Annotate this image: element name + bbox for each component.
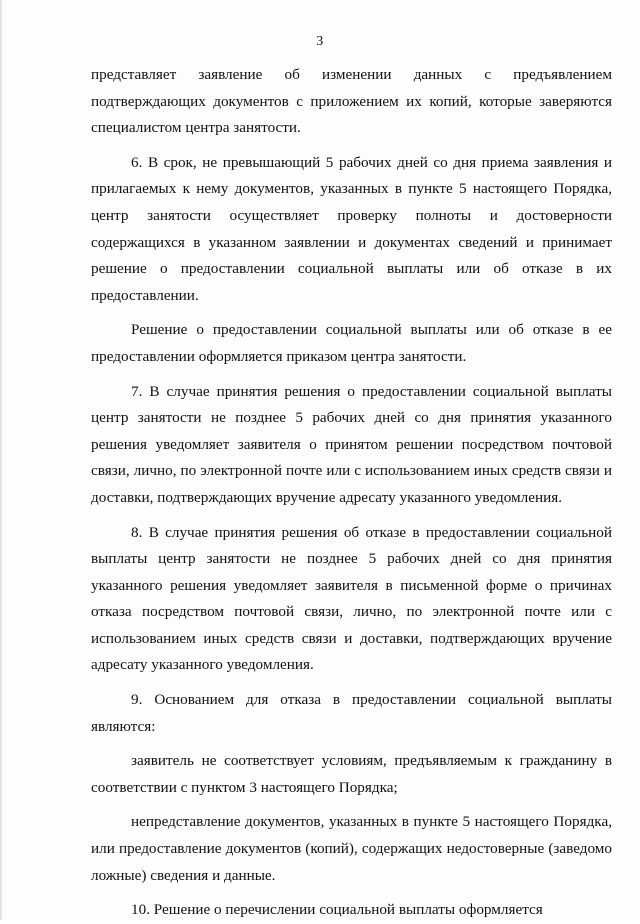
paragraph-continuation: представляет заявление об изменении данных с предъявлением подтверждающих документов с приложением их копий, которые заверяются специалистом центра занятости. — [91, 66, 612, 137]
paragraph-item-7: 7. В случае принятия решения о предоставлении социальной выплаты центр занятости не позднее 5 рабочих дней со дня принятия указанного решения уведомляет заявителя о принятом решении посредством почтовой связи, лично, по электронной почте или с использованием иных средств связи и доставки, подтверждающих вручение адресату указанного уведомления. — [91, 382, 612, 506]
paragraph-item-9: 9. Основанием для отказа в предоставлении социальной выплаты являются: — [91, 691, 612, 735]
paragraph-item-10: 10. Решение о перечислении социальной выплаты оформляется — [131, 901, 543, 919]
scan-edge — [0, 0, 3, 920]
paragraph-decision-form: Решение о предоставлении социальной выплаты или об отказе в ее предоставлении оформляется приказом центра занятости. — [91, 321, 612, 365]
paragraph-item-6: 6. В срок, не превышающий 5 рабочих дней со дня приема заявления и прилагаемых к нему документов, указанных в пункте 5 настоящего Порядка, центр занятости осуществляет проверку полноты и достоверности содержащихся в указанном заявлении и документах сведений и принимает решение о предоставлении социальной выплаты или об отказе в их предоставлении. — [91, 153, 612, 304]
paragraph-refusal-reason-2: непредставление документов, указанных в пункте 5 настоящего Порядка, или предоставление документов (копий), содержащих недостоверные (заведомо ложные) сведения и данные. — [91, 813, 612, 884]
paragraph-item-8: 8. В случае принятия решения об отказе в предоставлении социальной выплаты центр занятости не позднее 5 рабочих дней со дня принятия указанного решения уведомляет заявителя в письменной форме о причинах отказа посредством почтовой связи, лично, по электронной почте или с использованием иных средств связи и доставки, подтверждающих вручение адресату указанного уведомления. — [91, 523, 612, 674]
paragraph-refusal-reason-1: заявитель не соответствует условиям, предъявляемым к гражданину в соответствии с пунктом 3 настоящего Порядка; — [91, 752, 612, 796]
page-number: 3 — [316, 34, 324, 49]
document-body — [91, 62, 612, 924]
